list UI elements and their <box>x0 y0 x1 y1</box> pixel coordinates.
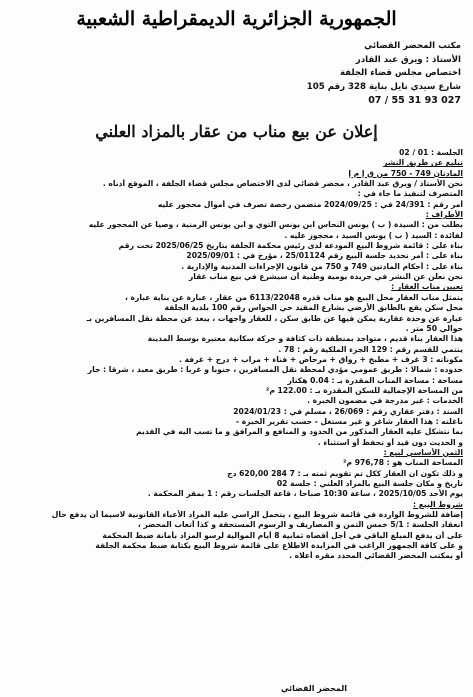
body-line: شروط البيع : <box>413 499 463 509</box>
body-line: نحن الأستاذ / ويرق عبد القادر ، محضر قضائي لدى الاختصاص مجلس قضاء الجلفة ، الموقع أدناه . <box>102 179 463 189</box>
body-line: بطلب من : السيدة ( ب ) يونس النحاس ابن يونس التوي و ابن يونس الرمنية ، وصيا عن المحجور عليه <box>88 220 463 230</box>
body-line: مساحة : مساحة المناب المقدرة بـ : 0.04 هكتار <box>287 375 463 385</box>
body-line: و الحديث دون قيد أو تحفظ أو استثناء . <box>317 437 463 447</box>
body-line: عبارة عن وحدة عقارية يمكن فيها عن طابق سكن ، للعقار واجهات ، يبعد عن محطة نقل المسافرين بـ <box>86 313 463 323</box>
body-line: حدوده : شمالا : طريق عمومي مؤدي لمحطة نقل المسافرين ، جنوبا و غربا : طريق معبد ، شرقا : جار <box>87 365 463 375</box>
announcement-body <box>8 148 463 562</box>
body-line: السند : دفتر عقاري رقم : 26/069 ، مسلم في : 2024/01/23 <box>233 406 463 416</box>
bailiff-office-block <box>161 40 461 108</box>
body-line: من المساحة الإجمالية للسكن المقدرة بـ : 122.00 م² <box>266 385 463 395</box>
body-line: و ذلك تكون ان العقار ككل تم تقويم ثمنه بـ : 7 284 620,00 دج <box>227 468 463 478</box>
body-line: يتمثل مناب العقار محل البيع هو مناب قدره 6113/22048 من عقار ، عبارة عن بناية عبارة ، <box>124 292 463 302</box>
office-line: اختصاص مجلس قضاء الجلفة <box>339 68 461 79</box>
body-line: المساحة المناب هو : 976,78 م² <box>343 458 463 468</box>
office-line: مكتب المحضر القضائي <box>364 41 461 51</box>
body-line: الثمن الأساسي لبيع : <box>383 447 463 457</box>
body-line: بناء على : أحكام المادتين 749 و 750 من قانون الإجراءات المدنية والإدارية . <box>181 261 463 271</box>
body-line: بناء على : قائمة شروط البيع المودعة لدى رئيس محكمة الجلفة بتاريخ 2025/06/25 تحت رقم <box>118 241 463 251</box>
body-line: حوالي 50 متر . <box>405 323 463 333</box>
body-line: الجلسة : 01 / 02 <box>399 148 463 157</box>
body-line: المتصرف لتنفيذ ما جاء في : <box>357 189 463 199</box>
body-line: نحن نعلن عن النشر في جريدة يومية وطنية أن سيشرع في بيع مناب عقار <box>188 272 463 282</box>
office-line: شارع سيدي نايل بناية 328 رقم 105 <box>306 81 461 92</box>
body-line: تاريخ و مكان جلسة البيع بالمزاد العلني : جلسة 02 <box>276 479 463 488</box>
body-line: انعقاد الجلسة : 5/1 خمس الثمن و المصاريف و الرسوم المستحقة و كذا أتعاب المحضر ، <box>137 520 463 530</box>
body-line: محل سكن يقع بالطابق الأرضي بشارع المقيد حي الحواس رقم 100 بلدية الجلفة <box>164 303 463 313</box>
body-line: على أن يدفع المبلغ الباقي في أجل أقصاه ثمانية 8 أيام الموالية لرسو المزاد بأمانة ضبط المحكمة <box>102 530 463 540</box>
body-line: أو بمكتب المحضر القضائي المحدد مقره أعلاه . <box>289 551 463 561</box>
body-line: بناء على : أمر تحديد جلسة البيع رقم 25/01124 ، مؤرخ في : 2025/09/01 <box>186 251 463 261</box>
body-line: أمر رقم : 24/391 في : 2024/09/25 متضمن رخصة تصرف في أموال محجور عليه <box>157 199 463 209</box>
body-line: يوم الأحد 2025/10/05 ، ساعة 10:30 صباحا ، قاعة الجلسات رقم : 1 بمقر المحكمة . <box>147 489 463 499</box>
office-phone: 027 93 31 55 / 07 <box>368 95 461 107</box>
announcement-headline: إعلان عن بيع مناب من عقار بالمزاد العلني <box>95 122 378 141</box>
body-line: مكوناته : 3 غرف + مطبخ + رواق + مرحاض + فناء + مراب + درج + غرفة . <box>179 354 463 364</box>
body-line: المادتان 749 - 750 من ق إ م إ <box>348 168 463 178</box>
body-line: الخدمات : غير مدرجة في مضمون الخبرة . <box>307 396 463 406</box>
body-line: و على كافة الجمهور الراغب في المزايدة الاطلاع على قائمة شروط البيع بكتابة ضبط محكمة الجلفة <box>95 541 463 551</box>
body-line: تعيين مناب العقار : <box>391 282 463 292</box>
office-line: الأستاذ : ويرق عبد القادر <box>355 54 461 65</box>
body-line: هذا العقار بناء قديم ، متواجد بمنطقة ذات كثافة و حركة سكانية معتبرة بوسط المدينة <box>147 334 463 344</box>
body-line: إضافة للشروط الواردة في قائمة شروط البيع ، يتحمل الراسي عليه المزاد الأعباء القانونية لاسيما أن يدفع حال <box>51 510 463 520</box>
body-line: الأطراف : <box>425 210 463 220</box>
body-line: تبليغ عن طريق النشر <box>383 158 463 168</box>
body-line: بما نتشكل عليه العقار المذكور من الحدود و المنافع و المرافق و ما تسب اليه في القديم <box>136 427 463 437</box>
body-line: ناغلته : هذا العقار شاغر و غير مستغل - حسب تقرير الخبرة - <box>235 416 463 426</box>
signature-label: المحضر القضائي <box>280 684 347 693</box>
republic-title: الجمهورية الجزائرية الديمقراطية الشعبية <box>76 8 397 30</box>
body-line: ينتمي للقسم رقم : 129 الجزء الملكية رقم : 78 . <box>278 344 463 354</box>
body-line: لفائدة : السيد ( ب ) يونس السيد ، محجوز عليه . <box>284 230 463 240</box>
